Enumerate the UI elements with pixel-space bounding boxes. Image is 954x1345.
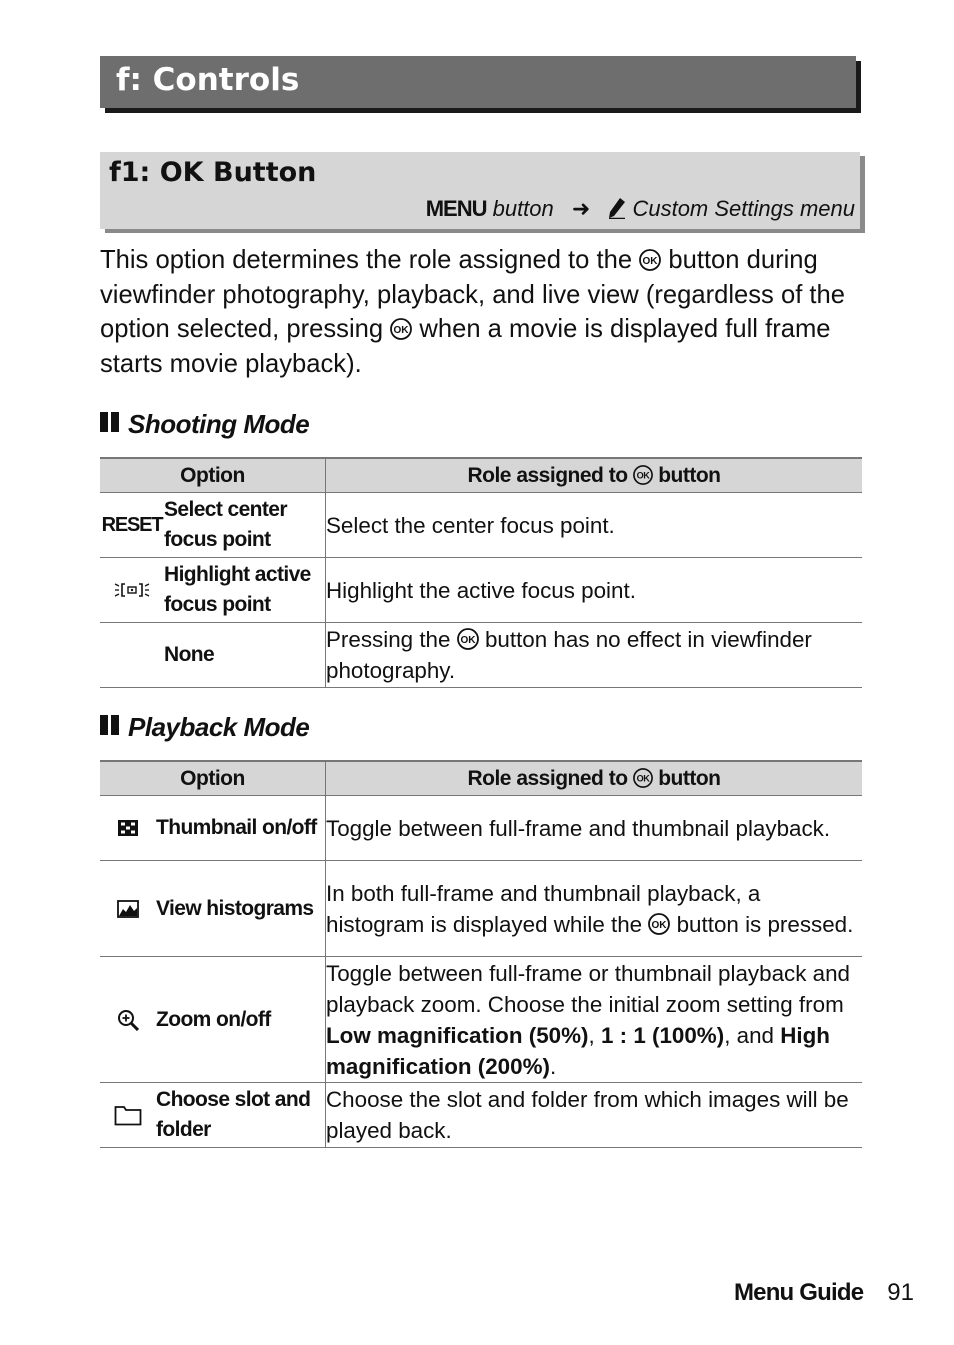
- option-cell: [100, 623, 326, 688]
- ok-button-icon: [648, 913, 670, 935]
- table-row: [100, 493, 862, 558]
- subsection-banner: [100, 152, 860, 229]
- menu-button-label: MENU: [425, 196, 487, 221]
- option-cell: [100, 861, 326, 957]
- table-header-row: [100, 458, 862, 493]
- arrow-right-icon: ➜: [571, 196, 591, 221]
- section-marker-icon: [100, 408, 122, 439]
- table-header-row: [100, 761, 862, 796]
- option-label: Highlight active focus point: [164, 563, 311, 616]
- col-option-header: Option: [100, 761, 326, 796]
- option-cell: [100, 957, 326, 1083]
- option-cell: [100, 796, 326, 861]
- table-row: [100, 957, 862, 1083]
- intro-text-1: This option determines the role assigned to the: [100, 246, 633, 274]
- active-focus-point-icon: [100, 580, 164, 600]
- playback-mode-title: Playback Mode: [128, 712, 310, 742]
- svg-text:OK: OK: [651, 919, 667, 931]
- ok-button-icon: [390, 318, 412, 340]
- svg-text:OK: OK: [642, 256, 658, 267]
- section-marker-icon: [100, 711, 122, 742]
- intro-paragraph: [100, 243, 890, 381]
- table-row: [100, 796, 862, 861]
- section-banner: [100, 56, 856, 108]
- role-cell: Toggle between full-frame and thumbnail playback.: [326, 796, 863, 861]
- col-option-header: Option: [100, 458, 326, 493]
- svg-text:OK: OK: [636, 773, 650, 784]
- col-role-header: Role assigned to OK button: [326, 761, 863, 796]
- playback-mode-heading: [100, 711, 309, 743]
- option-cell: [100, 1083, 326, 1148]
- menu-path: [426, 196, 855, 222]
- intro-text-2: button during viewfinder photography, playback, and live view (regardless of the option selected, pressing: [100, 246, 845, 344]
- svg-text:OK: OK: [636, 470, 650, 481]
- option-label: None: [164, 643, 215, 666]
- page-number: 91: [887, 1279, 914, 1306]
- option-label: View histograms: [156, 896, 314, 920]
- shooting-mode-table: [100, 457, 862, 688]
- table-row: [100, 1083, 862, 1148]
- role-cell: Select the center focus point.: [326, 493, 863, 558]
- role-cell: In both full-frame and thumbnail playback, a histogram is displayed while the OK button is pressed.: [326, 861, 863, 957]
- table-row: [100, 623, 862, 688]
- histogram-icon: [100, 900, 156, 918]
- ok-button-icon: [633, 465, 653, 485]
- option-label: Thumbnail on/off: [156, 816, 317, 839]
- reset-icon: RESET: [101, 513, 163, 536]
- option-cell: [100, 493, 326, 558]
- menu-path-button: button: [492, 196, 554, 221]
- thumbnail-icon: [100, 819, 156, 837]
- subsection-title: f1: OK Button: [109, 157, 317, 188]
- footer-guide-title: Menu Guide: [733, 1279, 864, 1306]
- svg-text:OK: OK: [393, 325, 409, 337]
- folder-icon: [100, 1104, 156, 1126]
- pencil-icon: [608, 197, 626, 219]
- intro-text-3: when a movie is displayed full frame starts movie playback).: [100, 315, 831, 378]
- option-label: Zoom on/off: [156, 1007, 271, 1031]
- role-cell: Choose the slot and folder from which images will be played back.: [326, 1083, 863, 1148]
- option-label: Select center focus point: [164, 498, 287, 551]
- table-row: [100, 861, 862, 957]
- ok-button-icon: [457, 628, 479, 650]
- page-footer: [734, 1279, 914, 1307]
- playback-mode-table: [100, 760, 862, 1148]
- menu-path-custom-settings: Custom Settings menu: [632, 196, 855, 221]
- shooting-mode-heading: [100, 408, 309, 440]
- table-row: [100, 558, 862, 623]
- option-label: Choose slot and folder: [156, 1088, 311, 1141]
- ok-button-icon: [633, 768, 653, 788]
- col-role-header: Role assigned to OK button: [326, 458, 863, 493]
- zoom-icon: [100, 1009, 156, 1031]
- option-cell: [100, 558, 326, 623]
- shooting-mode-title: Shooting Mode: [128, 409, 310, 439]
- ok-button-icon: [639, 249, 661, 271]
- role-cell: Toggle between full-frame or thumbnail playback and playback zoom. Choose the initial zoom setting from Low magnification (50%), 1 : 1 (100%), and High magnification (200%).: [326, 957, 863, 1083]
- role-cell: Highlight the active focus point.: [326, 558, 863, 623]
- role-cell: Pressing the OK button has no effect in viewfinder photography.: [326, 623, 863, 688]
- section-title: f: Controls: [116, 62, 300, 98]
- svg-text:OK: OK: [460, 635, 476, 646]
